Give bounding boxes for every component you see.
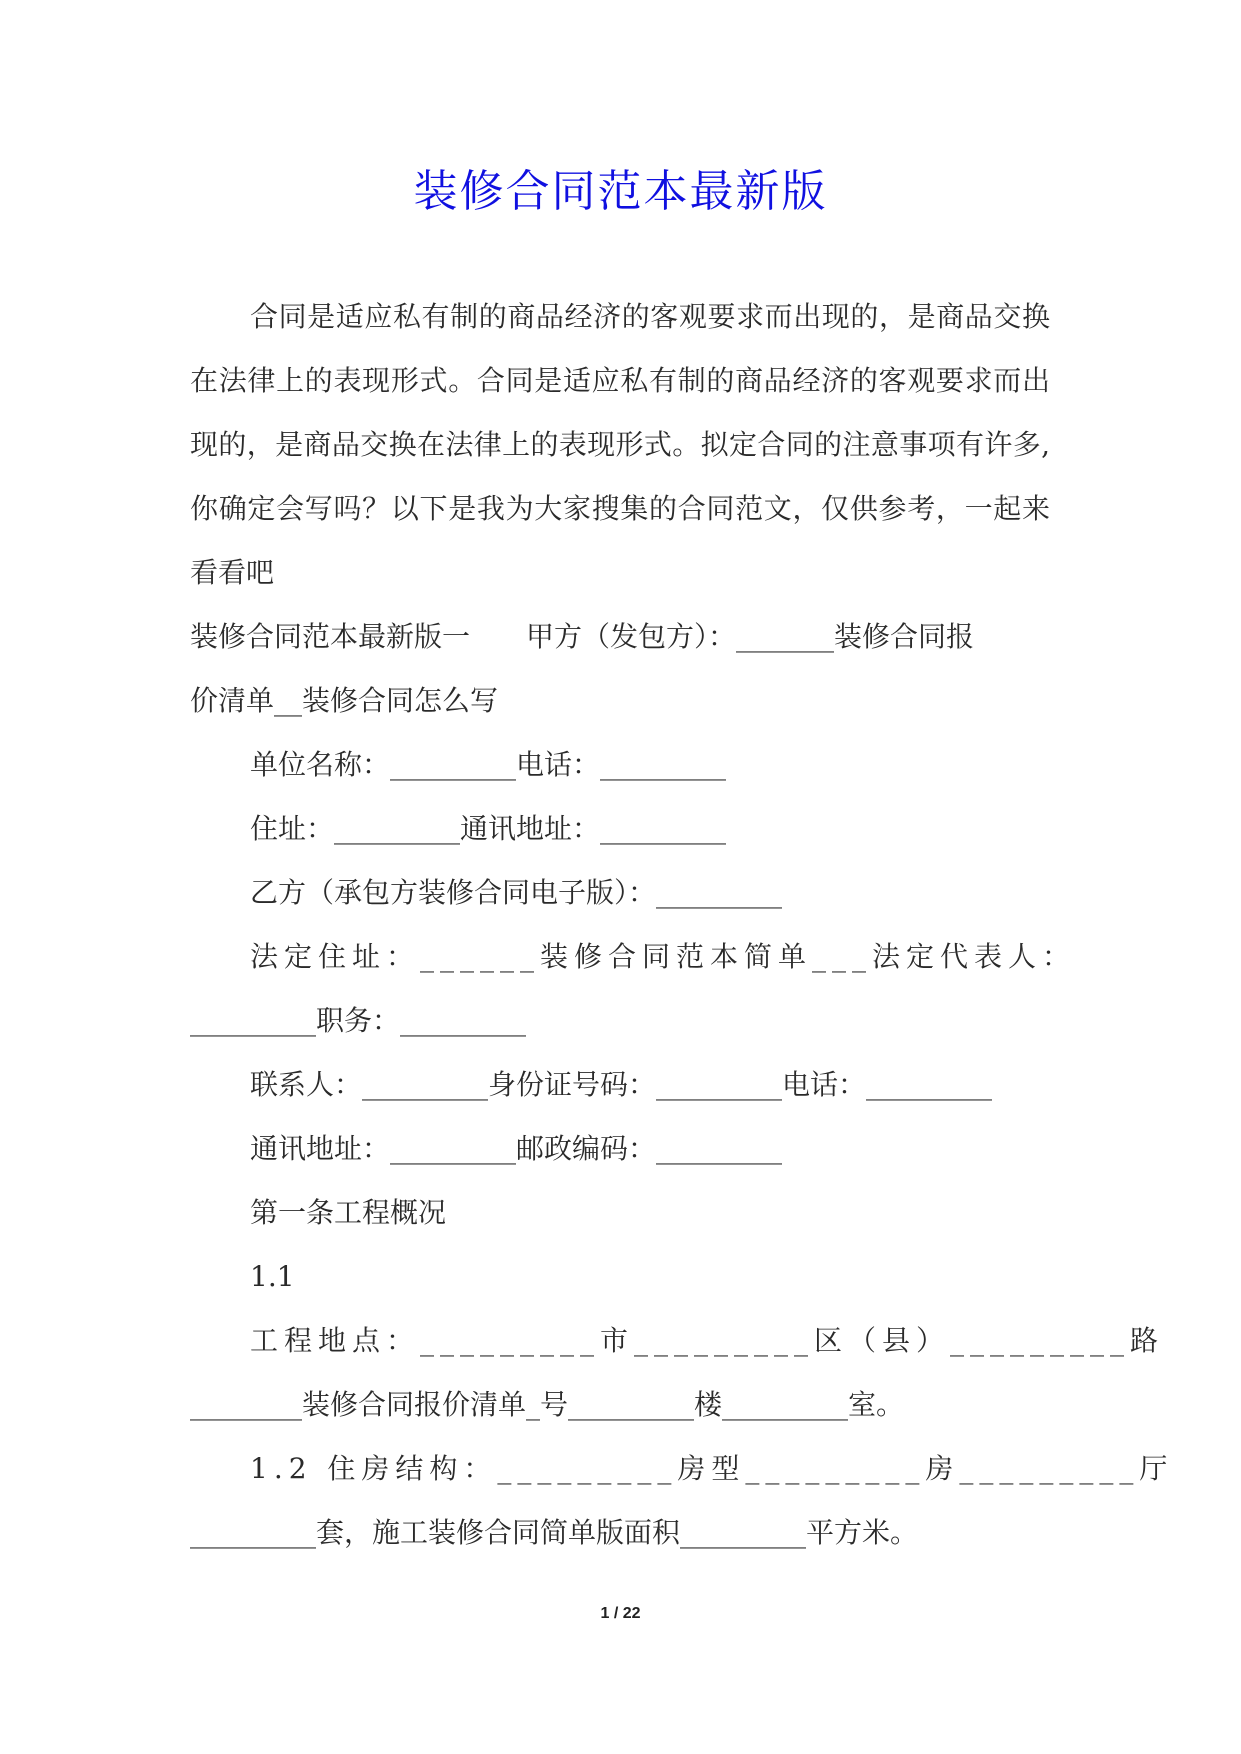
text-line: 1.2 住房结构：_________房型_________房_________厅 [250,1452,1174,1485]
intro-paragraph: 合同是适应私有制的商品经济的客观要求而出现的，是商品交换在法律上的表现形式。合同是适应私有制的商品经济的客观要求而出现的，是商品交换在法律上的表现形式。拟定合同的注意事项有许多,你确定会写吗？以下是我为大家搜集的合同范文，仅供参考，一起来看看吧 [190,300,1050,589]
text-line: 价清单__装修合同怎么写 [190,684,499,717]
text-line: 单位名称：_________电话：_________ [250,748,727,781]
text-line: _________职务：_________ [190,1004,527,1037]
document-body [190,285,1174,1565]
text-line: 乙方（承包方装修合同电子版）：_________ [250,876,783,909]
text-line: 法定住址：______装修合同范本简单___法定代表人： [250,940,1077,973]
text-line: _________套，施工装修合同简单版面积_________平方米。 [190,1516,919,1549]
section-heading: 第一条工程概况 [250,1196,447,1229]
clause-number: 1.1 [250,1260,295,1293]
document-title: 装修合同范本最新版 [413,166,828,217]
text-line: 装修合同范本最新版一 甲方（发包方）：_______装修合同报 [190,620,975,653]
text-line: 通讯地址：_________邮政编码：_________ [250,1132,783,1165]
text-line: 工程地点：_________市_________区（县）_________路 [250,1324,1165,1357]
text-line: 住址：_________通讯地址：_________ [250,812,727,845]
page-number: 1 / 22 [600,1605,641,1622]
text-line: 联系人：_________身份证号码：_________电话：_________ [250,1068,993,1101]
text-line: ________装修合同报价清单_号_________楼_________室。 [190,1388,905,1421]
